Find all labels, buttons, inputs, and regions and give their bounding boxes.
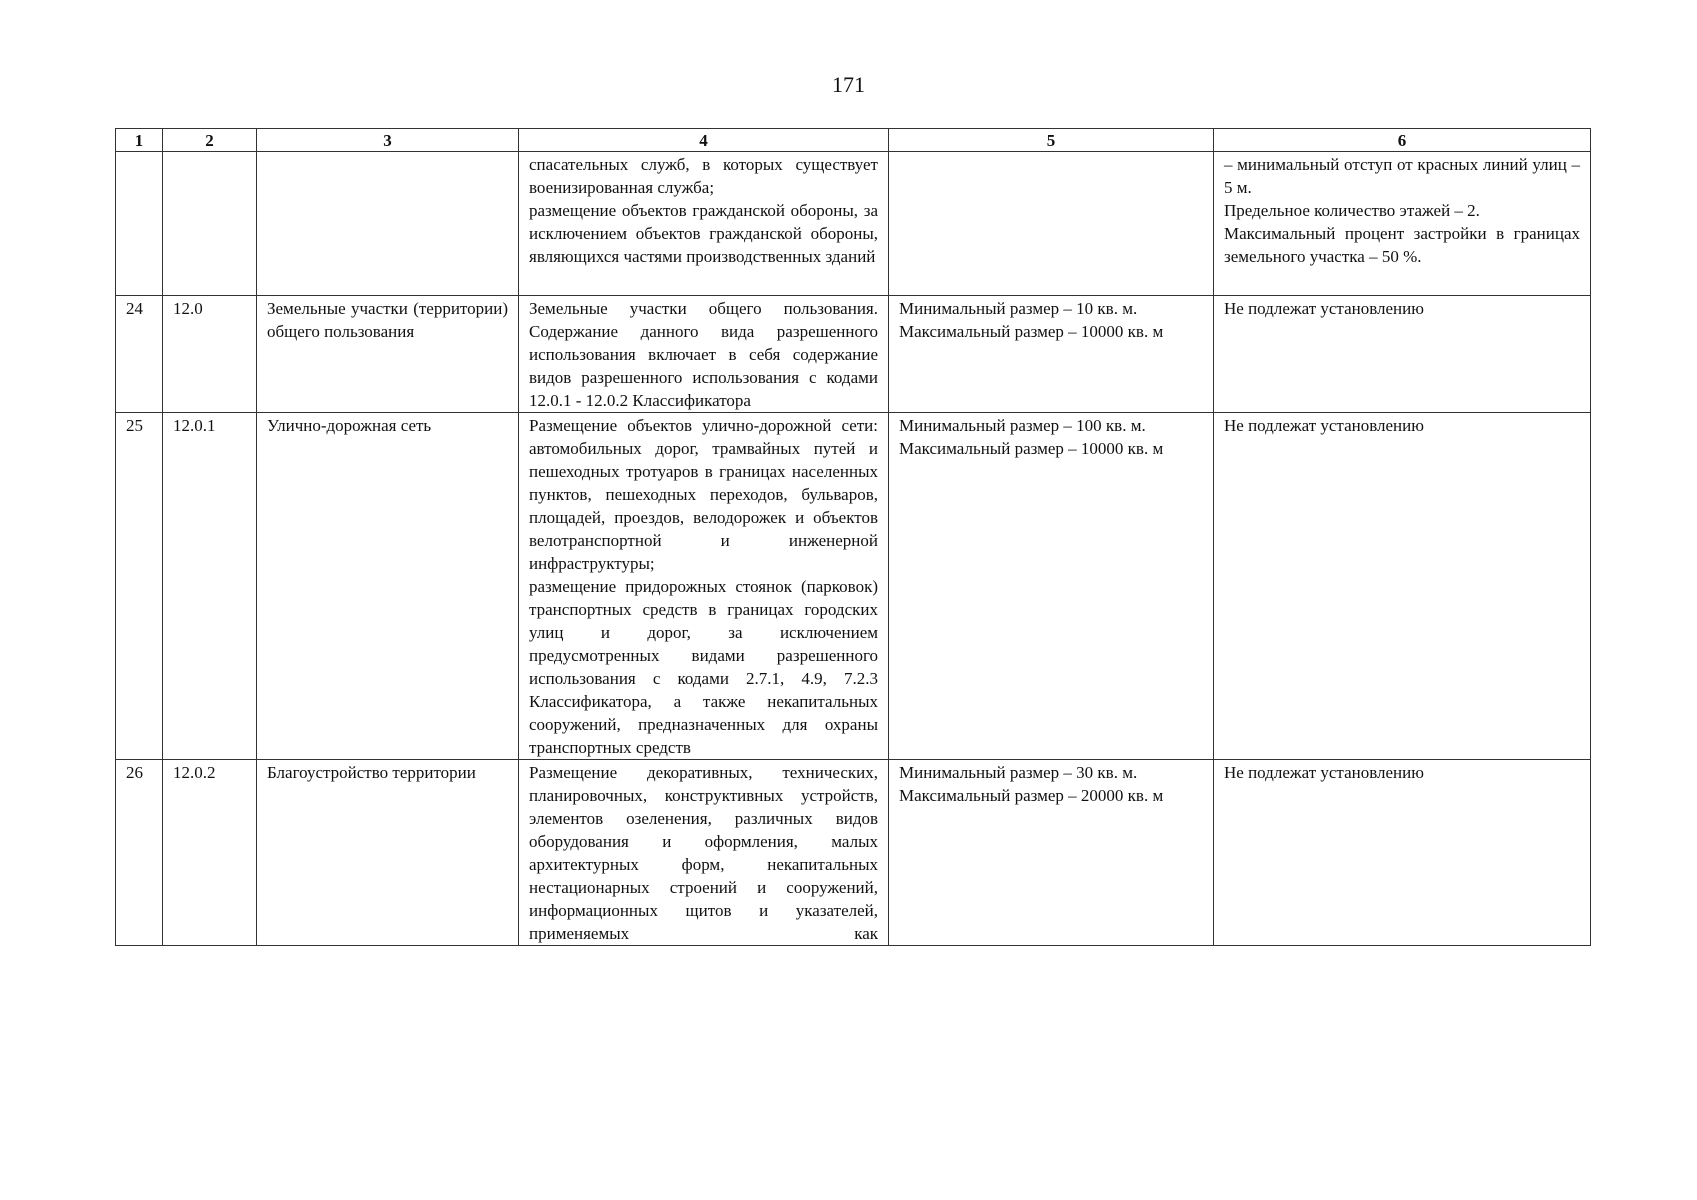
name-text: Улично-дорожная сеть — [267, 416, 432, 435]
cell-limits: Не подлежат установлению — [1214, 413, 1591, 760]
cell-description — [519, 152, 889, 296]
cell-code: 12.0.2 — [163, 760, 257, 946]
name-text: Благоустройство территории — [267, 763, 476, 782]
size-line: Максимальный размер – 20000 кв. м — [899, 786, 1164, 805]
description-paragraph: Земельные участки общего пользования. Содержание данного вида разрешенного использования включает в себя содержание видов разрешенного использования с кодами 12.0.1 - 12.0.2 Классификатора — [529, 299, 878, 410]
cell-size — [889, 296, 1214, 413]
cell-number: 26 — [116, 760, 163, 946]
cell-description — [519, 760, 889, 946]
column-header: 4 — [519, 129, 889, 152]
table-row-continued — [116, 152, 1591, 296]
table-row — [116, 296, 1591, 413]
description-paragraph: размещение придорожных стоянок (парковок) транспортных средств в границах городских улиц и дорог, за исключением предусмотренных видами разрешенного использования с кодами 2.7.1, 4.9, 7.2.3 Классификатора, а также некапитальных сооружений, предназначенных для охраны транспортных средств — [529, 577, 878, 757]
land-use-table — [115, 128, 1591, 946]
column-header: 6 — [1214, 129, 1591, 152]
cell-limits — [1214, 152, 1591, 296]
cell-code: 12.0.1 — [163, 413, 257, 760]
cell-number: 25 — [116, 413, 163, 760]
cell-name — [257, 413, 519, 760]
size-line: Минимальный размер – 100 кв. м. — [899, 416, 1146, 435]
cell-size — [889, 760, 1214, 946]
description-paragraph: Размещение декоративных, технических, планировочных, конструктивных устройств, элементов озеленения, различных видов оборудования и оформления, малых архитектурных форм, некапитальных нестационарных строений и сооружений, информационных щитов и указателей, применяемых как — [529, 763, 878, 943]
table-row — [116, 413, 1591, 760]
cell-name — [257, 296, 519, 413]
name-text: Земельные участки (территории) общего пользования — [267, 299, 508, 341]
column-header: 1 — [116, 129, 163, 152]
cell-size — [889, 413, 1214, 760]
size-line: Минимальный размер – 10 кв. м. — [899, 299, 1138, 318]
limits-paragraph: – минимальный отступ от красных линий улиц – 5 м. — [1224, 155, 1580, 197]
cell-size — [889, 152, 1214, 296]
size-line: Максимальный размер – 10000 кв. м — [899, 439, 1164, 458]
column-header: 2 — [163, 129, 257, 152]
cell-limits: Не подлежат установлению — [1214, 760, 1591, 946]
cell-description — [519, 296, 889, 413]
cell-number — [116, 152, 163, 296]
cell-number: 24 — [116, 296, 163, 413]
limits-paragraph: Максимальный процент застройки в границах земельного участка – 50 %. — [1224, 224, 1580, 266]
cell-name — [257, 760, 519, 946]
cell-code: 12.0 — [163, 296, 257, 413]
cell-limits: Не подлежат установлению — [1214, 296, 1591, 413]
cell-code — [163, 152, 257, 296]
description-paragraph: Размещение объектов улично-дорожной сети: автомобильных дорог, трамвайных путей и пешеходных тротуаров в границах населенных пунктов, пешеходных переходов, бульваров, площадей, проездов, велодорожек и объектов велотранспортной и инженерной инфраструктуры; — [529, 416, 878, 573]
table-header-row — [116, 129, 1591, 152]
limits-paragraph: Предельное количество этажей – 2. — [1224, 201, 1480, 220]
description-paragraph: спасательных служб, в которых существует военизированная служба; — [529, 155, 878, 197]
column-header: 3 — [257, 129, 519, 152]
description-paragraph: размещение объектов гражданской обороны, за исключением объектов гражданской обороны, являющихся частями производственных зданий — [529, 201, 878, 266]
table-row — [116, 760, 1591, 946]
cell-name — [257, 152, 519, 296]
cell-description — [519, 413, 889, 760]
size-line: Максимальный размер – 10000 кв. м — [899, 322, 1164, 341]
column-header: 5 — [889, 129, 1214, 152]
page-number: 171 — [832, 72, 865, 97]
size-line: Минимальный размер – 30 кв. м. — [899, 763, 1138, 782]
